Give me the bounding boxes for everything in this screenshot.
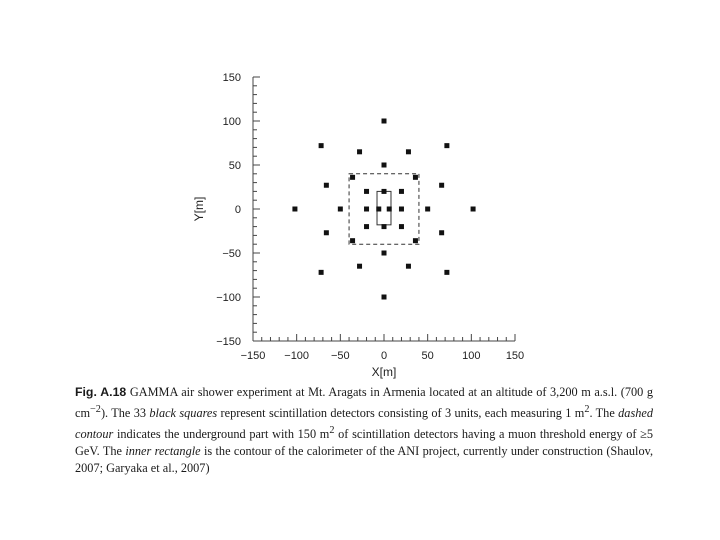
y-tick-label: −150: [216, 336, 241, 348]
detector-square: [406, 149, 411, 154]
detector-square: [364, 189, 369, 194]
caption-text: represent scintillation detectors consisting of 3 units, each measuring 1 m: [220, 406, 585, 421]
y-tick-label: 0: [234, 204, 241, 216]
detector-square: [399, 189, 404, 194]
y-axis-label: Y[m]: [192, 196, 206, 222]
detector-square: [338, 207, 343, 212]
caption-text: indicates the underground part with 150 m: [116, 427, 330, 442]
caption-superscript: −2: [90, 404, 101, 415]
detector-square: [471, 207, 476, 212]
x-tick-label: −50: [330, 350, 350, 362]
y-tick-label: 50: [228, 160, 241, 172]
y-tick-label: −50: [222, 248, 241, 260]
detector-square: [382, 189, 387, 194]
detector-square: [382, 295, 387, 300]
detector-square: [319, 270, 324, 275]
x-axis-label: X[m]: [371, 365, 397, 379]
figure-label: Fig. A.18: [75, 385, 127, 399]
detector-square: [399, 207, 404, 212]
caption-text: ). The 33: [100, 406, 147, 421]
y-tick-label: 150: [222, 72, 241, 84]
x-tick-label: −100: [284, 350, 310, 362]
detector-square: [444, 143, 449, 148]
caption-emphasis: black squares: [149, 406, 218, 421]
detector-square: [382, 163, 387, 168]
detector-square: [364, 207, 369, 212]
x-tick-label: 0: [380, 350, 388, 362]
detector-square: [406, 264, 411, 269]
detector-square: [382, 251, 387, 256]
detector-square: [382, 119, 387, 124]
contours: [349, 174, 419, 244]
caption-text: GAMMA air shower experiment at Mt. Aragats in Armenia located at an altitude of 3,200 m a.s.l. (700 g cm: [75, 385, 653, 421]
detector-square: [319, 143, 324, 148]
detector-square: [439, 230, 444, 235]
detector-square: [357, 264, 362, 269]
detector-square: [292, 207, 297, 212]
caption-text: of scintillation detectors having a muon threshold energy of ≥5 GeV. The: [75, 427, 654, 459]
x-tick-label: 150: [505, 350, 525, 362]
detector-square: [387, 207, 392, 212]
detector-square: [439, 183, 444, 188]
detector-square: [376, 207, 381, 212]
detector-square: [413, 175, 418, 180]
axis-ticks: [253, 77, 515, 341]
caption-superscript: 2: [584, 404, 590, 415]
detector-square: [350, 238, 355, 243]
tick-labels: [216, 72, 524, 362]
figure-caption: [75, 384, 653, 477]
y-tick-label: 100: [222, 116, 241, 128]
caption-superscript: 2: [329, 425, 335, 437]
detector-points: [292, 119, 475, 300]
x-tick-label: 100: [462, 350, 481, 362]
detector-square: [357, 149, 362, 154]
detector-square: [350, 175, 355, 180]
detector-square: [382, 224, 387, 229]
detector-square: [324, 183, 329, 188]
plot-frame: [253, 77, 515, 341]
x-tick-label: −150: [240, 350, 266, 362]
x-tick-label: 50: [421, 350, 434, 362]
detector-square: [413, 238, 418, 243]
caption-emphasis: inner rectangle: [125, 444, 201, 459]
dashed-contour: [349, 174, 419, 244]
y-tick-label: −100: [216, 292, 241, 304]
detector-square: [399, 224, 404, 229]
detector-square: [444, 270, 449, 275]
detector-square: [425, 207, 430, 212]
caption-text: . The: [589, 406, 615, 421]
detector-square: [364, 224, 369, 229]
caption-text: is the contour of the calorimeter of the ANI project, currently under construction (Shaulov, 2007; Garyaka et al., 2007): [75, 444, 654, 476]
caption-emphasis: dashed contour: [75, 406, 653, 442]
detector-square: [324, 230, 329, 235]
